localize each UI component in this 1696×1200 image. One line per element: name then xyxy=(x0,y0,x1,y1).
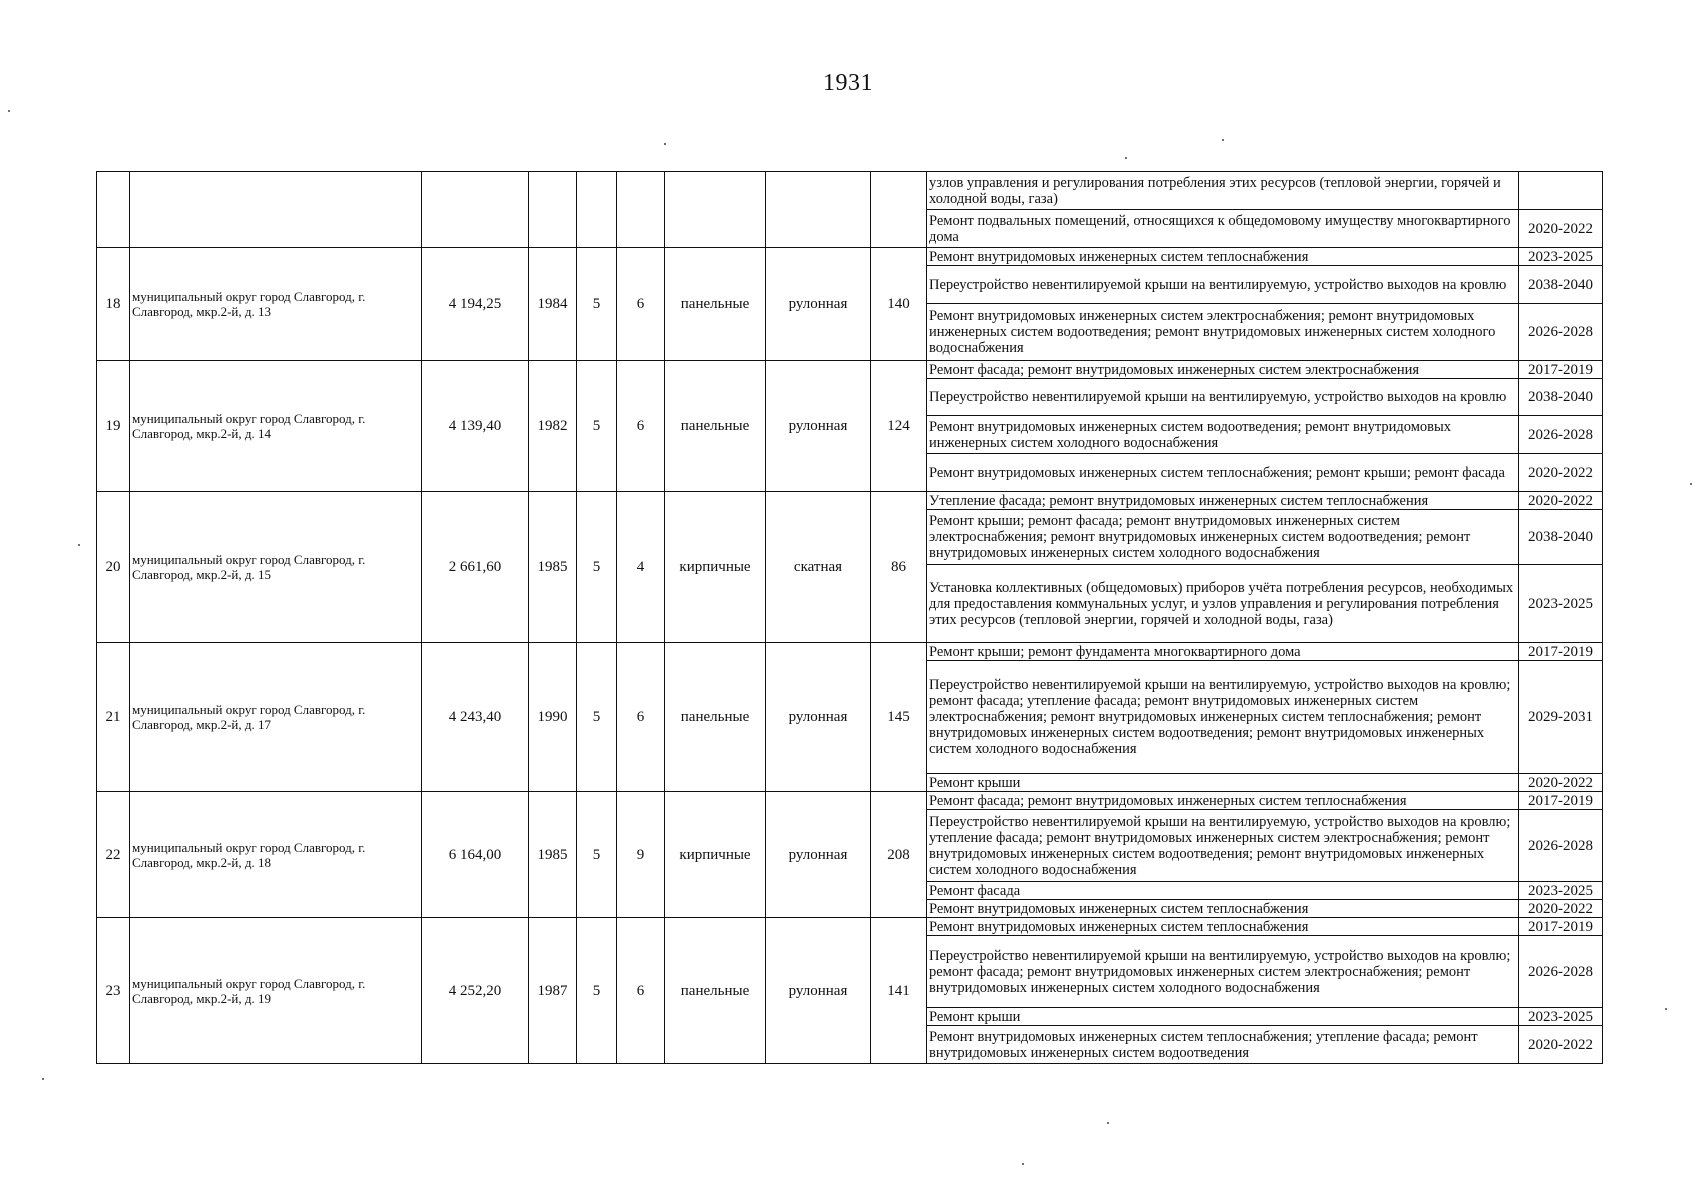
year-cell: 1984 xyxy=(529,248,577,361)
work-period: 2026-2028 xyxy=(1519,304,1603,361)
work-description: Ремонт крыши; ремонт фасада; ремонт внутридомовых инженерных систем электроснабжения; ремонт внутридомовых инженерных систем водоотведения; ремонт внутридомовых инженерных систем холодного водоснабжения xyxy=(927,510,1519,565)
work-period xyxy=(1519,172,1603,210)
work-description: Ремонт подвальных помещений, относящихся к общедомовому имуществу многоквартирного дома xyxy=(927,210,1519,248)
address-cell: муниципальный округ город Славгород, г. Славгород, мкр.2-й, д. 14 xyxy=(130,361,422,492)
floors-cell: 5 xyxy=(577,643,617,792)
table-row xyxy=(97,361,1603,379)
floors-cell: 5 xyxy=(577,361,617,492)
work-description: Ремонт внутридомовых инженерных систем теплоснабжения; утепление фасада; ремонт внутридомовых инженерных систем водоотведения xyxy=(927,1026,1519,1064)
walls-cell: панельные xyxy=(665,918,766,1064)
work-period: 2017-2019 xyxy=(1519,792,1603,810)
work-period: 2023-2025 xyxy=(1519,1008,1603,1026)
roof-cell: рулонная xyxy=(766,248,871,361)
area-cell: 4 252,20 xyxy=(422,918,529,1064)
address-cell: муниципальный округ город Славгород, г. Славгород, мкр.2-й, д. 13 xyxy=(130,248,422,361)
work-description: Утепление фасада; ремонт внутридомовых инженерных систем теплоснабжения xyxy=(927,492,1519,510)
work-description: Переустройство невентилируемой крыши на вентилируемую, устройство выходов на кровлю; утепление фасада; ремонт внутридомовых инженерных систем электроснабжения; ремонт внутридомовых инженерных систем водоотведения; ремонт внутридомовых инженерных систем холодного водоснабжения xyxy=(927,810,1519,882)
entrances-cell: 6 xyxy=(617,248,665,361)
year-cell: 1985 xyxy=(529,492,577,643)
area-cell: 6 164,00 xyxy=(422,792,529,918)
scan-speck xyxy=(1665,1008,1667,1010)
floors-cell: 5 xyxy=(577,792,617,918)
work-description: Ремонт фасада; ремонт внутридомовых инженерных систем электроснабжения xyxy=(927,361,1519,379)
floors-cell: 5 xyxy=(577,918,617,1064)
walls-cell: кирпичные xyxy=(665,792,766,918)
table-row xyxy=(97,248,1603,266)
work-period: 2023-2025 xyxy=(1519,882,1603,900)
work-period: 2020-2022 xyxy=(1519,900,1603,918)
year-cell: 1985 xyxy=(529,792,577,918)
scan-speck xyxy=(8,110,10,112)
area-cell: 2 661,60 xyxy=(422,492,529,643)
year-cell: 1987 xyxy=(529,918,577,1064)
roof-cell: рулонная xyxy=(766,918,871,1064)
entrances-cell: 4 xyxy=(617,492,665,643)
work-description: Переустройство невентилируемой крыши на вентилируемую, устройство выходов на кровлю xyxy=(927,379,1519,416)
residents-cell: 145 xyxy=(871,643,927,792)
address-cell: муниципальный округ город Славгород, г. Славгород, мкр.2-й, д. 18 xyxy=(130,792,422,918)
address-cell: муниципальный округ город Славгород, г. Славгород, мкр.2-й, д. 15 xyxy=(130,492,422,643)
cont-num-cell xyxy=(97,172,130,248)
row-number: 18 xyxy=(97,248,130,361)
roof-cell: рулонная xyxy=(766,361,871,492)
continuation-row xyxy=(97,172,1603,210)
area-cell: 4 243,40 xyxy=(422,643,529,792)
roof-cell: скатная xyxy=(766,492,871,643)
work-period: 2038-2040 xyxy=(1519,510,1603,565)
row-number: 19 xyxy=(97,361,130,492)
work-period: 2017-2019 xyxy=(1519,643,1603,661)
entrances-cell: 9 xyxy=(617,792,665,918)
area-cell: 4 194,25 xyxy=(422,248,529,361)
cont-year-cell xyxy=(529,172,577,248)
roof-cell: рулонная xyxy=(766,792,871,918)
walls-cell: панельные xyxy=(665,248,766,361)
work-description: Ремонт внутридомовых инженерных систем водоотведения; ремонт внутридомовых инженерных систем холодного водоснабжения xyxy=(927,416,1519,454)
scan-speck xyxy=(1125,157,1127,159)
work-period: 2026-2028 xyxy=(1519,936,1603,1008)
scan-speck xyxy=(1690,483,1692,485)
scan-speck xyxy=(78,544,80,546)
table-row xyxy=(97,492,1603,510)
work-description: Ремонт крыши xyxy=(927,774,1519,792)
page-number: 1931 xyxy=(823,70,873,96)
work-period: 2020-2022 xyxy=(1519,774,1603,792)
entrances-cell: 6 xyxy=(617,361,665,492)
work-description: Ремонт внутридомовых инженерных систем теплоснабжения xyxy=(927,248,1519,266)
table-row xyxy=(97,643,1603,661)
floors-cell: 5 xyxy=(577,492,617,643)
entrances-cell: 6 xyxy=(617,643,665,792)
work-period: 2020-2022 xyxy=(1519,1026,1603,1064)
row-number: 20 xyxy=(97,492,130,643)
area-cell: 4 139,40 xyxy=(422,361,529,492)
work-period: 2026-2028 xyxy=(1519,416,1603,454)
walls-cell: кирпичные xyxy=(665,492,766,643)
cont-residents-cell xyxy=(871,172,927,248)
cont-area-cell xyxy=(422,172,529,248)
year-cell: 1990 xyxy=(529,643,577,792)
work-period: 2038-2040 xyxy=(1519,379,1603,416)
row-number: 21 xyxy=(97,643,130,792)
work-description: Установка коллективных (общедомовых) приборов учёта потребления ресурсов, необходимых для предоставления коммунальных услуг, и узлов управления и регулирования потребления этих ресурсов (тепловой энергии, горячей и холодной воды, газа) xyxy=(927,565,1519,643)
row-number: 22 xyxy=(97,792,130,918)
work-description: Ремонт внутридомовых инженерных систем теплоснабжения xyxy=(927,900,1519,918)
table-row xyxy=(97,792,1603,810)
work-period: 2038-2040 xyxy=(1519,266,1603,304)
cont-address-cell xyxy=(130,172,422,248)
work-period: 2020-2022 xyxy=(1519,210,1603,248)
work-period: 2017-2019 xyxy=(1519,361,1603,379)
entrances-cell: 6 xyxy=(617,918,665,1064)
work-description: Переустройство невентилируемой крыши на вентилируемую, устройство выходов на кровлю xyxy=(927,266,1519,304)
work-description: Ремонт крыши; ремонт фундамента многоквартирного дома xyxy=(927,643,1519,661)
work-description: Ремонт внутридомовых инженерных систем теплоснабжения; ремонт крыши; ремонт фасада xyxy=(927,454,1519,492)
row-number: 23 xyxy=(97,918,130,1064)
work-period: 2026-2028 xyxy=(1519,810,1603,882)
work-description: Переустройство невентилируемой крыши на вентилируемую, устройство выходов на кровлю; ремонт фасада; утепление фасада; ремонт внутридомовых инженерных систем электроснабжения; ремонт внутридомовых инженерных систем теплоснабжения; ремонт внутридомовых инженерных систем водоотведения; ремонт внутридомовых инженерных систем холодного водоснабжения xyxy=(927,661,1519,774)
work-period: 2020-2022 xyxy=(1519,454,1603,492)
floors-cell: 5 xyxy=(577,248,617,361)
work-period: 2029-2031 xyxy=(1519,661,1603,774)
work-description: Ремонт внутридомовых инженерных систем теплоснабжения xyxy=(927,918,1519,936)
scan-speck xyxy=(1222,139,1224,141)
walls-cell: панельные xyxy=(665,643,766,792)
work-description: Переустройство невентилируемой крыши на вентилируемую, устройство выходов на кровлю; ремонт фасада; ремонт внутридомовых инженерных систем электроснабжения; ремонт внутридомовых инженерных систем холодного водоснабжения xyxy=(927,936,1519,1008)
scan-speck xyxy=(1107,1122,1109,1124)
work-description: узлов управления и регулирования потребления этих ресурсов (тепловой энергии, горячей и холодной воды, газа) xyxy=(927,172,1519,210)
residents-cell: 140 xyxy=(871,248,927,361)
walls-cell: панельные xyxy=(665,361,766,492)
roof-cell: рулонная xyxy=(766,643,871,792)
scan-speck xyxy=(42,1078,44,1080)
address-cell: муниципальный округ город Славгород, г. Славгород, мкр.2-й, д. 19 xyxy=(130,918,422,1064)
residents-cell: 86 xyxy=(871,492,927,643)
cont-entrances-cell xyxy=(617,172,665,248)
residents-cell: 141 xyxy=(871,918,927,1064)
work-period: 2023-2025 xyxy=(1519,565,1603,643)
work-period: 2020-2022 xyxy=(1519,492,1603,510)
work-period: 2023-2025 xyxy=(1519,248,1603,266)
cont-walls-cell xyxy=(665,172,766,248)
cont-roof-cell xyxy=(766,172,871,248)
work-description: Ремонт фасада; ремонт внутридомовых инженерных систем теплоснабжения xyxy=(927,792,1519,810)
work-description: Ремонт внутридомовых инженерных систем электроснабжения; ремонт внутридомовых инженерных систем водоотведения; ремонт внутридомовых инженерных систем холодного водоснабжения xyxy=(927,304,1519,361)
work-period: 2017-2019 xyxy=(1519,918,1603,936)
address-cell: муниципальный округ город Славгород, г. Славгород, мкр.2-й, д. 17 xyxy=(130,643,422,792)
work-description: Ремонт крыши xyxy=(927,1008,1519,1026)
residents-cell: 208 xyxy=(871,792,927,918)
repair-program-table xyxy=(96,171,1603,1064)
residents-cell: 124 xyxy=(871,361,927,492)
scan-speck xyxy=(664,143,666,145)
scan-speck xyxy=(1022,1163,1024,1165)
table-body xyxy=(97,172,1603,1064)
table-row xyxy=(97,918,1603,936)
year-cell: 1982 xyxy=(529,361,577,492)
cont-floors-cell xyxy=(577,172,617,248)
work-description: Ремонт фасада xyxy=(927,882,1519,900)
